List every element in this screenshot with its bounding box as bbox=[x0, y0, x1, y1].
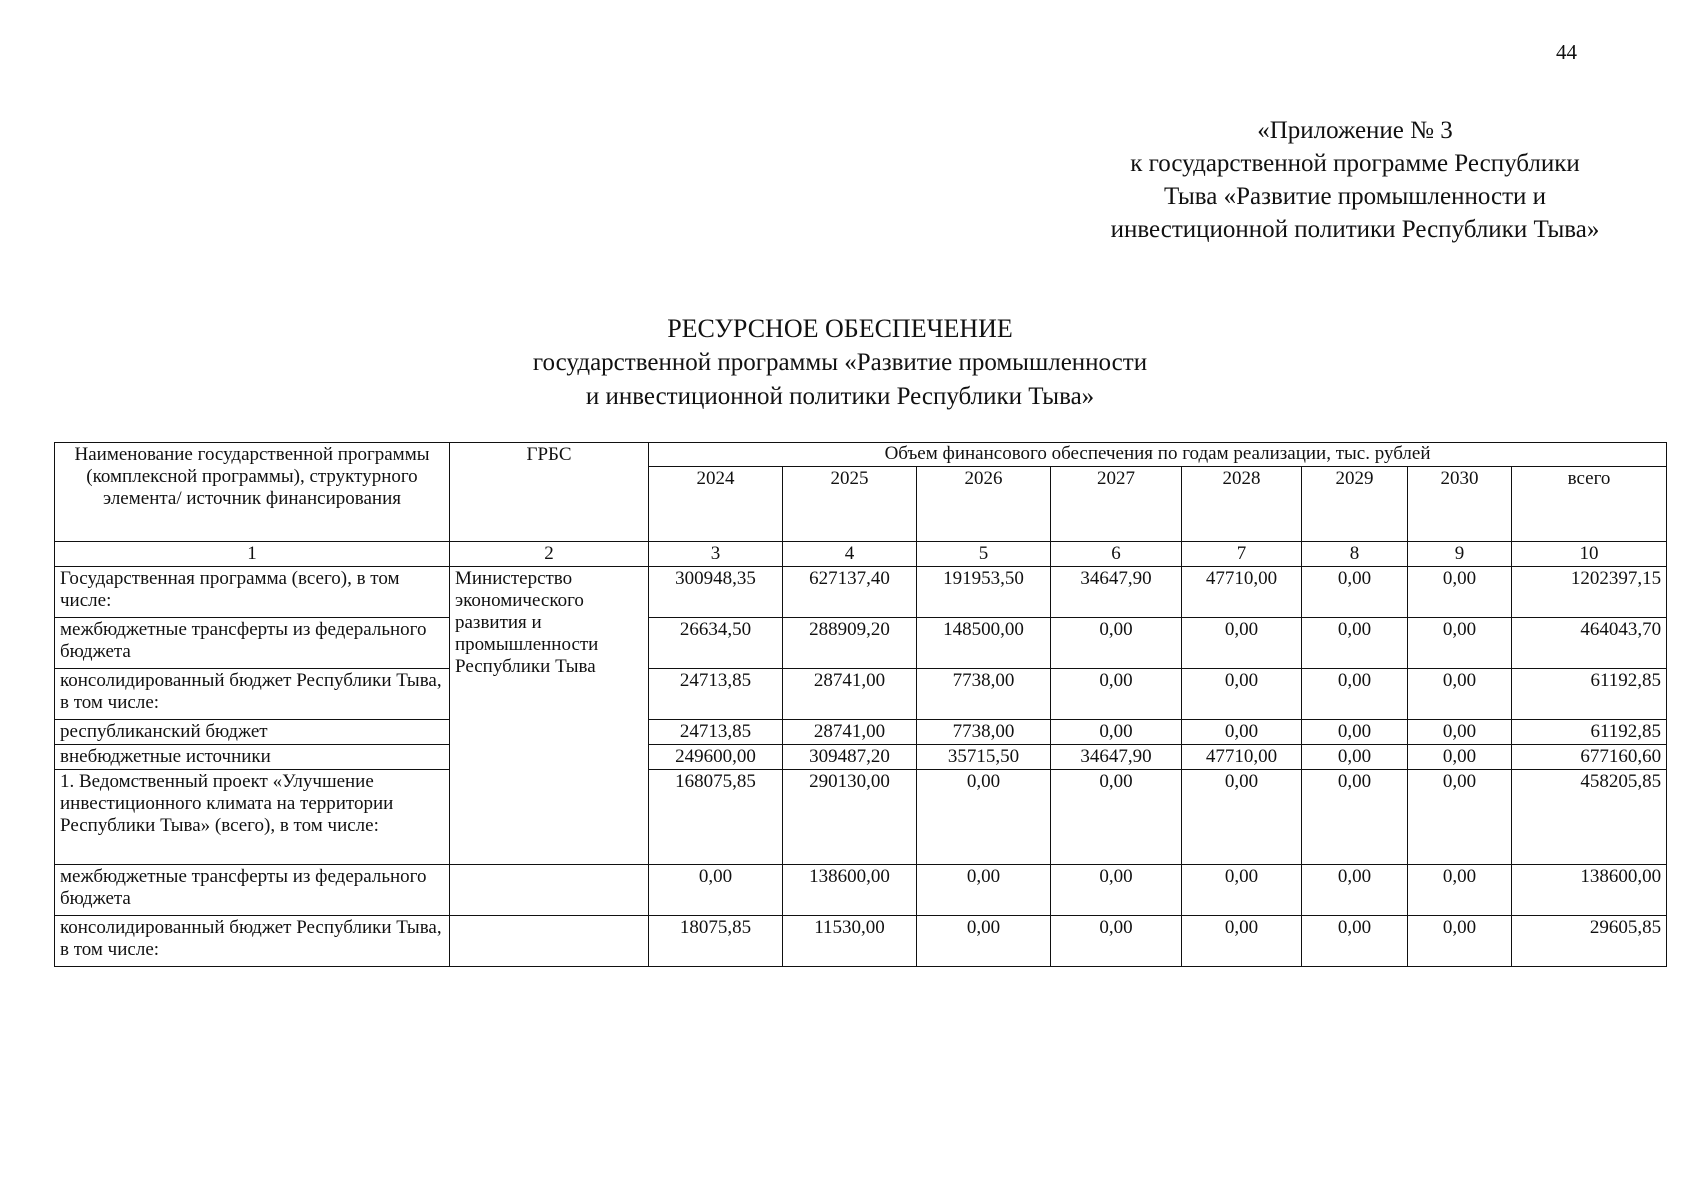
value-cell: 0,00 bbox=[1051, 720, 1182, 745]
value-cell: 0,00 bbox=[1051, 916, 1182, 967]
value-cell: 26634,50 bbox=[649, 618, 783, 669]
value-cell: 0,00 bbox=[1408, 720, 1512, 745]
value-cell: 34647,90 bbox=[1051, 567, 1182, 618]
column-number-row bbox=[55, 542, 1667, 567]
value-cell: 0,00 bbox=[1182, 770, 1302, 865]
value-cell: 309487,20 bbox=[783, 745, 917, 770]
column-number: 3 bbox=[649, 542, 783, 567]
row-name: консолидированный бюджет Республики Тыва, в том числе: bbox=[55, 916, 450, 967]
value-cell: 24713,85 bbox=[649, 669, 783, 720]
value-cell: 0,00 bbox=[1302, 669, 1408, 720]
value-cell: 0,00 bbox=[1302, 745, 1408, 770]
value-cell: 47710,00 bbox=[1182, 567, 1302, 618]
value-cell: 0,00 bbox=[1408, 865, 1512, 916]
header-name-column: Наименование государственной программы (комплексной программы), структурного элемента/ источник финансирования bbox=[55, 443, 450, 542]
column-number: 1 bbox=[55, 542, 450, 567]
column-number: 5 bbox=[917, 542, 1051, 567]
table-row bbox=[55, 669, 1667, 720]
value-cell: 47710,00 bbox=[1182, 745, 1302, 770]
value-cell: 627137,40 bbox=[783, 567, 917, 618]
value-cell: 11530,00 bbox=[783, 916, 917, 967]
value-cell: 148500,00 bbox=[917, 618, 1051, 669]
value-cell: 35715,50 bbox=[917, 745, 1051, 770]
table-row bbox=[55, 770, 1667, 865]
header-funding-group: Объем финансового обеспечения по годам реализации, тыс. рублей bbox=[649, 443, 1667, 467]
value-cell: 168075,85 bbox=[649, 770, 783, 865]
row-name: консолидированный бюджет Республики Тыва, в том числе: bbox=[55, 669, 450, 720]
table-row bbox=[55, 745, 1667, 770]
value-cell: 0,00 bbox=[1408, 916, 1512, 967]
title-subline: и инвестиционной политики Республики Тыва» bbox=[585, 383, 1095, 410]
column-number: 7 bbox=[1182, 542, 1302, 567]
value-cell: 0,00 bbox=[1302, 567, 1408, 618]
value-cell: 290130,00 bbox=[783, 770, 917, 865]
total-cell: 464043,70 bbox=[1512, 618, 1667, 669]
column-number: 8 bbox=[1302, 542, 1408, 567]
value-cell: 0,00 bbox=[1302, 720, 1408, 745]
row-name: республиканский бюджет bbox=[55, 720, 450, 745]
value-cell: 0,00 bbox=[1051, 618, 1182, 669]
row-name: Государственная программа (всего), в том числе: bbox=[55, 567, 450, 618]
value-cell: 0,00 bbox=[1182, 669, 1302, 720]
value-cell: 34647,90 bbox=[1051, 745, 1182, 770]
header-year: 2028 bbox=[1182, 467, 1302, 542]
total-cell: 677160,60 bbox=[1512, 745, 1667, 770]
total-cell: 1202397,15 bbox=[1512, 567, 1667, 618]
column-number: 10 bbox=[1512, 542, 1667, 567]
appendix-line: инвестиционной политики Республики Тыва» bbox=[1110, 216, 1600, 243]
value-cell: 24713,85 bbox=[649, 720, 783, 745]
value-cell: 249600,00 bbox=[649, 745, 783, 770]
header-year: 2030 bbox=[1408, 467, 1512, 542]
table-row bbox=[55, 567, 1667, 618]
column-number: 6 bbox=[1051, 542, 1182, 567]
value-cell: 0,00 bbox=[1302, 618, 1408, 669]
value-cell: 0,00 bbox=[1302, 770, 1408, 865]
header-row bbox=[55, 443, 1667, 467]
value-cell: 0,00 bbox=[1182, 865, 1302, 916]
value-cell: 0,00 bbox=[1051, 669, 1182, 720]
value-cell: 18075,85 bbox=[649, 916, 783, 967]
value-cell: 0,00 bbox=[1182, 720, 1302, 745]
value-cell: 138600,00 bbox=[783, 865, 917, 916]
value-cell: 191953,50 bbox=[917, 567, 1051, 618]
value-cell: 288909,20 bbox=[783, 618, 917, 669]
value-cell: 0,00 bbox=[1182, 916, 1302, 967]
grbs-cell: Министерство экономического развития и промышленности Республики Тыва bbox=[450, 567, 649, 865]
title-subline: государственной программы «Развитие промышленности bbox=[532, 349, 1148, 376]
appendix-line: Тыва «Развитие промышленности и bbox=[1163, 183, 1547, 210]
row-name: межбюджетные трансферты из федерального бюджета bbox=[55, 865, 450, 916]
value-cell: 7738,00 bbox=[917, 720, 1051, 745]
value-cell: 0,00 bbox=[1302, 916, 1408, 967]
title-main: РЕСУРСНОЕ ОБЕСПЕЧЕНИЕ bbox=[667, 314, 1013, 343]
resources-table bbox=[54, 442, 1667, 967]
value-cell: 0,00 bbox=[1408, 618, 1512, 669]
value-cell: 0,00 bbox=[649, 865, 783, 916]
grbs-cell-empty bbox=[450, 916, 649, 967]
header-total: всего bbox=[1512, 467, 1667, 542]
appendix-line: «Приложение № 3 bbox=[1257, 117, 1453, 144]
value-cell: 28741,00 bbox=[783, 720, 917, 745]
header-year: 2029 bbox=[1302, 467, 1408, 542]
value-cell: 0,00 bbox=[1408, 669, 1512, 720]
header-grbs-column: ГРБС bbox=[450, 443, 649, 542]
total-cell: 61192,85 bbox=[1512, 669, 1667, 720]
table-row bbox=[55, 618, 1667, 669]
column-number: 2 bbox=[450, 542, 649, 567]
total-cell: 29605,85 bbox=[1512, 916, 1667, 967]
table-row bbox=[55, 916, 1667, 967]
value-cell: 0,00 bbox=[917, 865, 1051, 916]
total-cell: 458205,85 bbox=[1512, 770, 1667, 865]
row-name: 1. Ведомственный проект «Улучшение инвестиционного климата на территории Республики Тыва» (всего), в том числе: bbox=[55, 770, 450, 865]
row-name: внебюджетные источники bbox=[55, 745, 450, 770]
value-cell: 7738,00 bbox=[917, 669, 1051, 720]
total-cell: 138600,00 bbox=[1512, 865, 1667, 916]
table-row bbox=[55, 720, 1667, 745]
value-cell: 0,00 bbox=[917, 770, 1051, 865]
value-cell: 0,00 bbox=[1182, 618, 1302, 669]
column-number: 4 bbox=[783, 542, 917, 567]
value-cell: 0,00 bbox=[1408, 770, 1512, 865]
appendix-note bbox=[1025, 114, 1685, 246]
header-year: 2024 bbox=[649, 467, 783, 542]
value-cell: 28741,00 bbox=[783, 669, 917, 720]
page-number: 44 bbox=[1556, 40, 1577, 64]
header-year: 2025 bbox=[783, 467, 917, 542]
value-cell: 0,00 bbox=[1408, 567, 1512, 618]
value-cell: 300948,35 bbox=[649, 567, 783, 618]
table-row bbox=[55, 865, 1667, 916]
header-year: 2026 bbox=[917, 467, 1051, 542]
column-number: 9 bbox=[1408, 542, 1512, 567]
document-title bbox=[440, 312, 1240, 414]
row-name: межбюджетные трансферты из федерального бюджета bbox=[55, 618, 450, 669]
header-year: 2027 bbox=[1051, 467, 1182, 542]
appendix-line: к государственной программе Республики bbox=[1130, 150, 1580, 177]
total-cell: 61192,85 bbox=[1512, 720, 1667, 745]
value-cell: 0,00 bbox=[1408, 745, 1512, 770]
grbs-cell-empty bbox=[450, 865, 649, 916]
value-cell: 0,00 bbox=[917, 916, 1051, 967]
value-cell: 0,00 bbox=[1051, 865, 1182, 916]
value-cell: 0,00 bbox=[1051, 770, 1182, 865]
value-cell: 0,00 bbox=[1302, 865, 1408, 916]
